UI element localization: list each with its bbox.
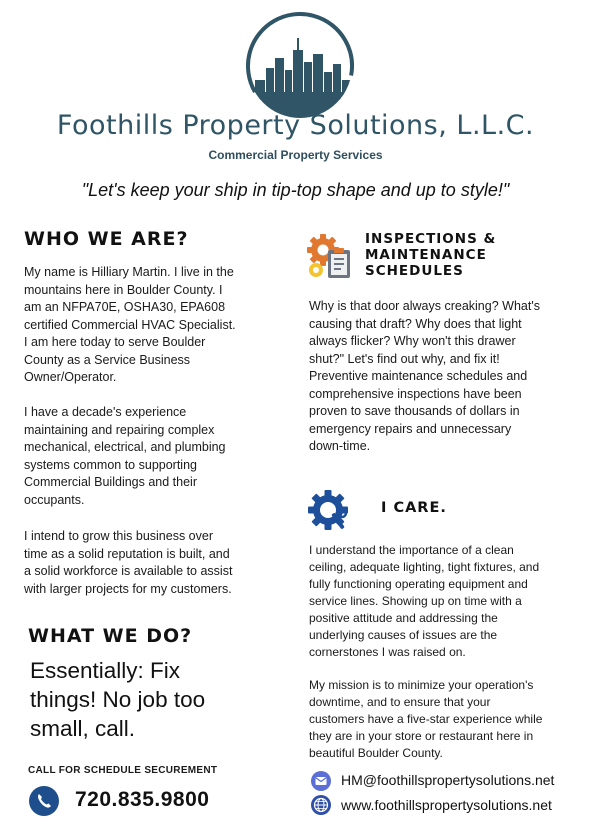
who-paragraph-2: I have a decade's experience maintaining and repairing complex mechanical, electrical, and plumbing systems common to supporting Commercial Buildings and their occupants. (24, 405, 226, 507)
who-paragraph-1: My name is Hilliary Martin. I live in the mountains here in Boulder County. I am an NFPA70E, OSHA30, EPA608 certified Commercial HVAC Specialist. I am here today to serve Boulder County as a Service Business Owner/Operator. (24, 265, 236, 384)
care-paragraph-2: My mission is to minimize your operation's downtime, and to ensure that your customers have a five-star experience while they are in your store or restaurant here in beautiful Boulder County. (309, 678, 543, 760)
email-link[interactable]: HM@foothillspropertysolutions.net (341, 772, 555, 788)
phone-icon[interactable] (29, 786, 59, 816)
inspections-text: Why is that door always creaking? What's causing that draft? Why does that light always flicker? Why won't this drawer shut?" Let's find out why, and fix it! Preventive maintenance schedules and comprehensive inspections have been proven to save thousands of dollars in emergency repairs and unnecessary down-time. (309, 299, 540, 453)
what-we-do-heading: WHAT WE DO? (28, 625, 193, 647)
gear-wrench-icon (306, 486, 354, 534)
city-skyline-circle-logo-icon (0, 10, 591, 120)
globe-icon (311, 795, 331, 815)
gear-clipboard-icon (306, 230, 356, 280)
mail-icon (311, 771, 331, 791)
who-paragraph-3: I intend to grow this business over time as a solid reputation is built, and a solid workforce is available to assist with larger projects for my customers. (24, 529, 233, 596)
care-paragraph-1: I understand the importance of a clean ceiling, adequate lighting, tight fixtures, and fully functioning operating equipment and service lines. Showing up on time with a positive attitude and addressing the underlying causes of issues are the cornerstones I was raised on. (309, 543, 540, 659)
i-care-heading: I CARE. (381, 500, 447, 516)
company-subtitle: Commercial Property Services (208, 148, 383, 162)
company-logo (0, 10, 591, 120)
website-link[interactable]: www.foothillspropertysolutions.net (341, 797, 552, 813)
company-name: Foothills Property Solutions, L.L.C. (56, 110, 535, 141)
inspections-heading: INSPECTIONS & MAINTENANCE SCHEDULES (365, 231, 497, 279)
what-we-do-text: Essentially: Fix things! No job too small, call. (30, 658, 206, 741)
phone-number[interactable]: 720.835.9800 (75, 788, 210, 811)
who-we-are-heading: WHO WE ARE? (24, 228, 189, 250)
tagline: "Let's keep your ship in tip-top shape and up to style!" (81, 180, 510, 200)
call-label: CALL FOR SCHEDULE SECUREMENT (28, 765, 218, 776)
